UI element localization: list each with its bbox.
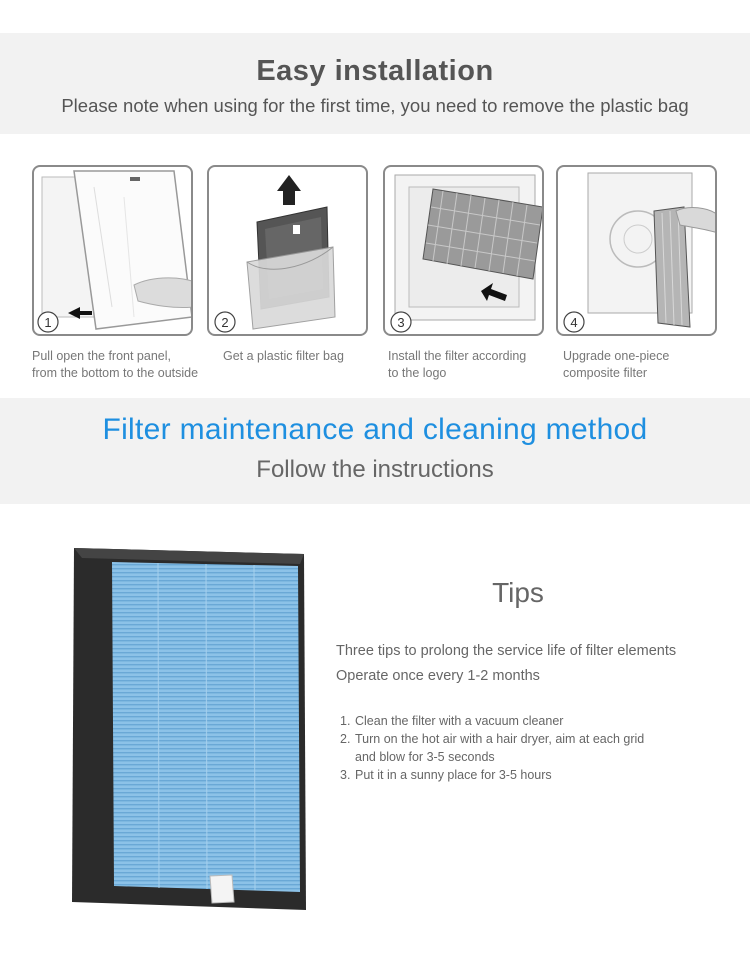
- installation-note: Please note when using for the first time, you need to remove the plastic bag: [61, 95, 689, 116]
- tips-title: Tips: [492, 577, 544, 608]
- step-1-illustration: [32, 165, 193, 336]
- svg-text:4: 4: [570, 315, 578, 330]
- section-title-maintenance: Filter maintenance and cleaning method: [102, 413, 648, 446]
- tips-intro: Three tips to prolong the service life of filter elements: [336, 643, 677, 659]
- tips-list: [340, 712, 644, 784]
- filter-product-image: [60, 540, 320, 915]
- step-4-caption: Upgrade one-piece composite filter: [563, 349, 670, 380]
- svg-text:2: 2: [221, 315, 229, 330]
- section-title-installation: Easy installation: [256, 55, 494, 87]
- list-item: 3. Put it in a sunny place for 3-5 hours: [340, 768, 552, 782]
- svg-text:1: 1: [44, 315, 52, 330]
- maintenance-subtitle: Follow the instructions: [256, 456, 494, 483]
- svg-text:3: 3: [397, 315, 405, 330]
- list-item-continuation: and blow for 3-5 seconds: [355, 750, 495, 764]
- step-4-illustration: [556, 165, 717, 336]
- step-3-caption: Install the filter according to the logo: [388, 349, 527, 380]
- step-number-badge: [209, 167, 368, 336]
- list-item: 2. Turn on the hot air with a hair dryer, aim at each grid: [340, 732, 645, 746]
- step-2-caption: Get a plastic filter bag: [223, 349, 344, 363]
- step-3-illustration: [383, 165, 544, 336]
- step-2-illustration: [207, 165, 368, 336]
- tips-frequency: Operate once every 1-2 months: [336, 668, 540, 684]
- step-number-badge: [385, 167, 544, 336]
- list-item: 1. Clean the filter with a vacuum cleaner: [340, 714, 564, 728]
- step-number-badge: [34, 167, 193, 336]
- step-number-badge: [558, 167, 717, 336]
- step-1-caption: Pull open the front panel, from the bottom to the outside: [32, 349, 199, 380]
